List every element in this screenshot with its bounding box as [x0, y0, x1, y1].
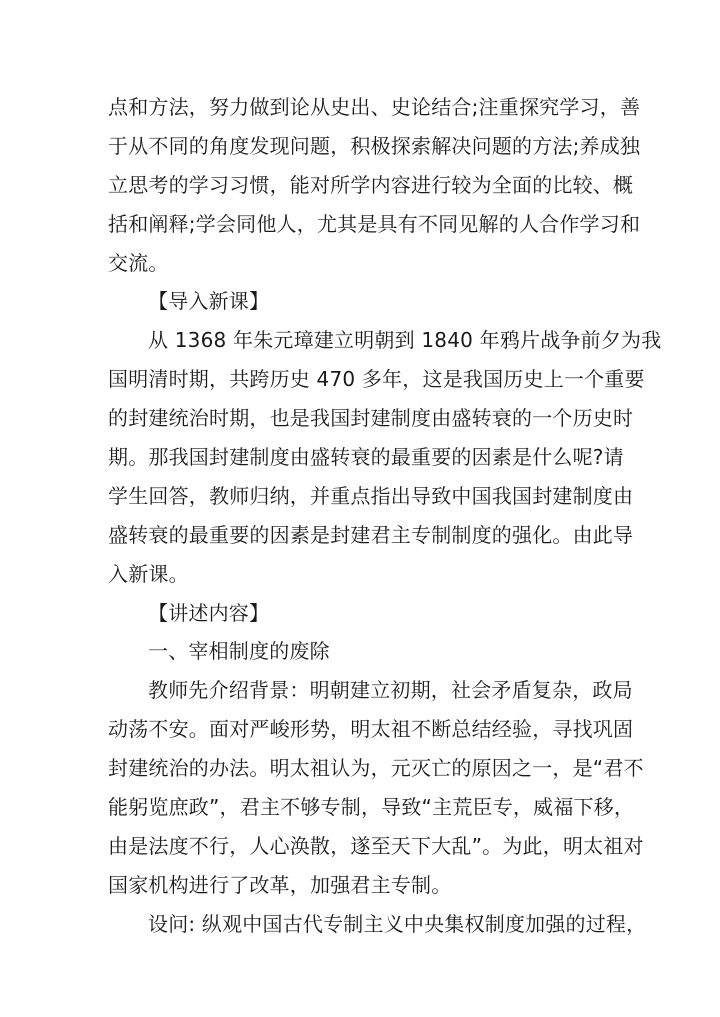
text-line: 交流。	[108, 250, 169, 275]
text-line: 入新课。	[108, 561, 189, 586]
text-line: 学生回答，教师归纳，并重点指出导致中国我国封建制度由	[108, 483, 634, 508]
section-heading-content: 【讲述内容】	[148, 600, 270, 625]
text-line: 教师先介绍背景：明朝建立初期，社会矛盾复杂，政局	[148, 678, 633, 703]
text-line: 盛转衰的最重要的因素是封建君主专制制度的强化。由此导	[108, 522, 634, 547]
text-line: 由是法度不行，人心涣散，遂至天下大乱”。为此，明太祖对	[108, 833, 644, 858]
text-line: 国明清时期，共跨历史 470 多年，这是我国历史上一个重要	[108, 367, 645, 392]
subsection-heading: 一、宰相制度的废除	[148, 639, 330, 664]
text-line: 括和阐释;学会同他人，尤其是具有不同见解的人合作学习和	[108, 211, 641, 236]
text-line: 的封建统治时期，也是我国封建制度由盛转衰的一个历史时	[108, 406, 634, 431]
text-line: 点和方法，努力做到论从史出、史论结合;注重探究学习，善	[108, 95, 641, 119]
text-line: 动荡不安。面对严峻形势，明太祖不断总结经验，寻找巩固	[108, 717, 634, 742]
text-line: 设问: 纵观中国古代专制主义中央集权制度加强的过程，	[148, 911, 647, 936]
section-heading-intro: 【导入新课】	[148, 289, 270, 314]
text-line: 期。那我国封建制度由盛转衰的最重要的因素是什么呢?请	[108, 445, 624, 470]
body-text	[108, 88, 662, 944]
text-line: 能躬览庶政”，君主不够专制，导致“主荒臣专，威福下移，	[108, 795, 635, 820]
text-line: 立思考的学习习惯，能对所学内容进行较为全面的比较、概	[108, 172, 634, 197]
text-line: 从 1368 年朱元璋建立明朝到 1840 年鸦片战争前夕为我	[148, 328, 662, 353]
text-line: 于从不同的角度发现问题，积极探索解决问题的方法;养成独	[108, 133, 641, 158]
text-line: 封建统治的办法。明太祖认为，元灭亡的原因之一，是“君不	[108, 756, 644, 781]
text-line: 国家机构进行了改革，加强君主专制。	[108, 872, 452, 897]
